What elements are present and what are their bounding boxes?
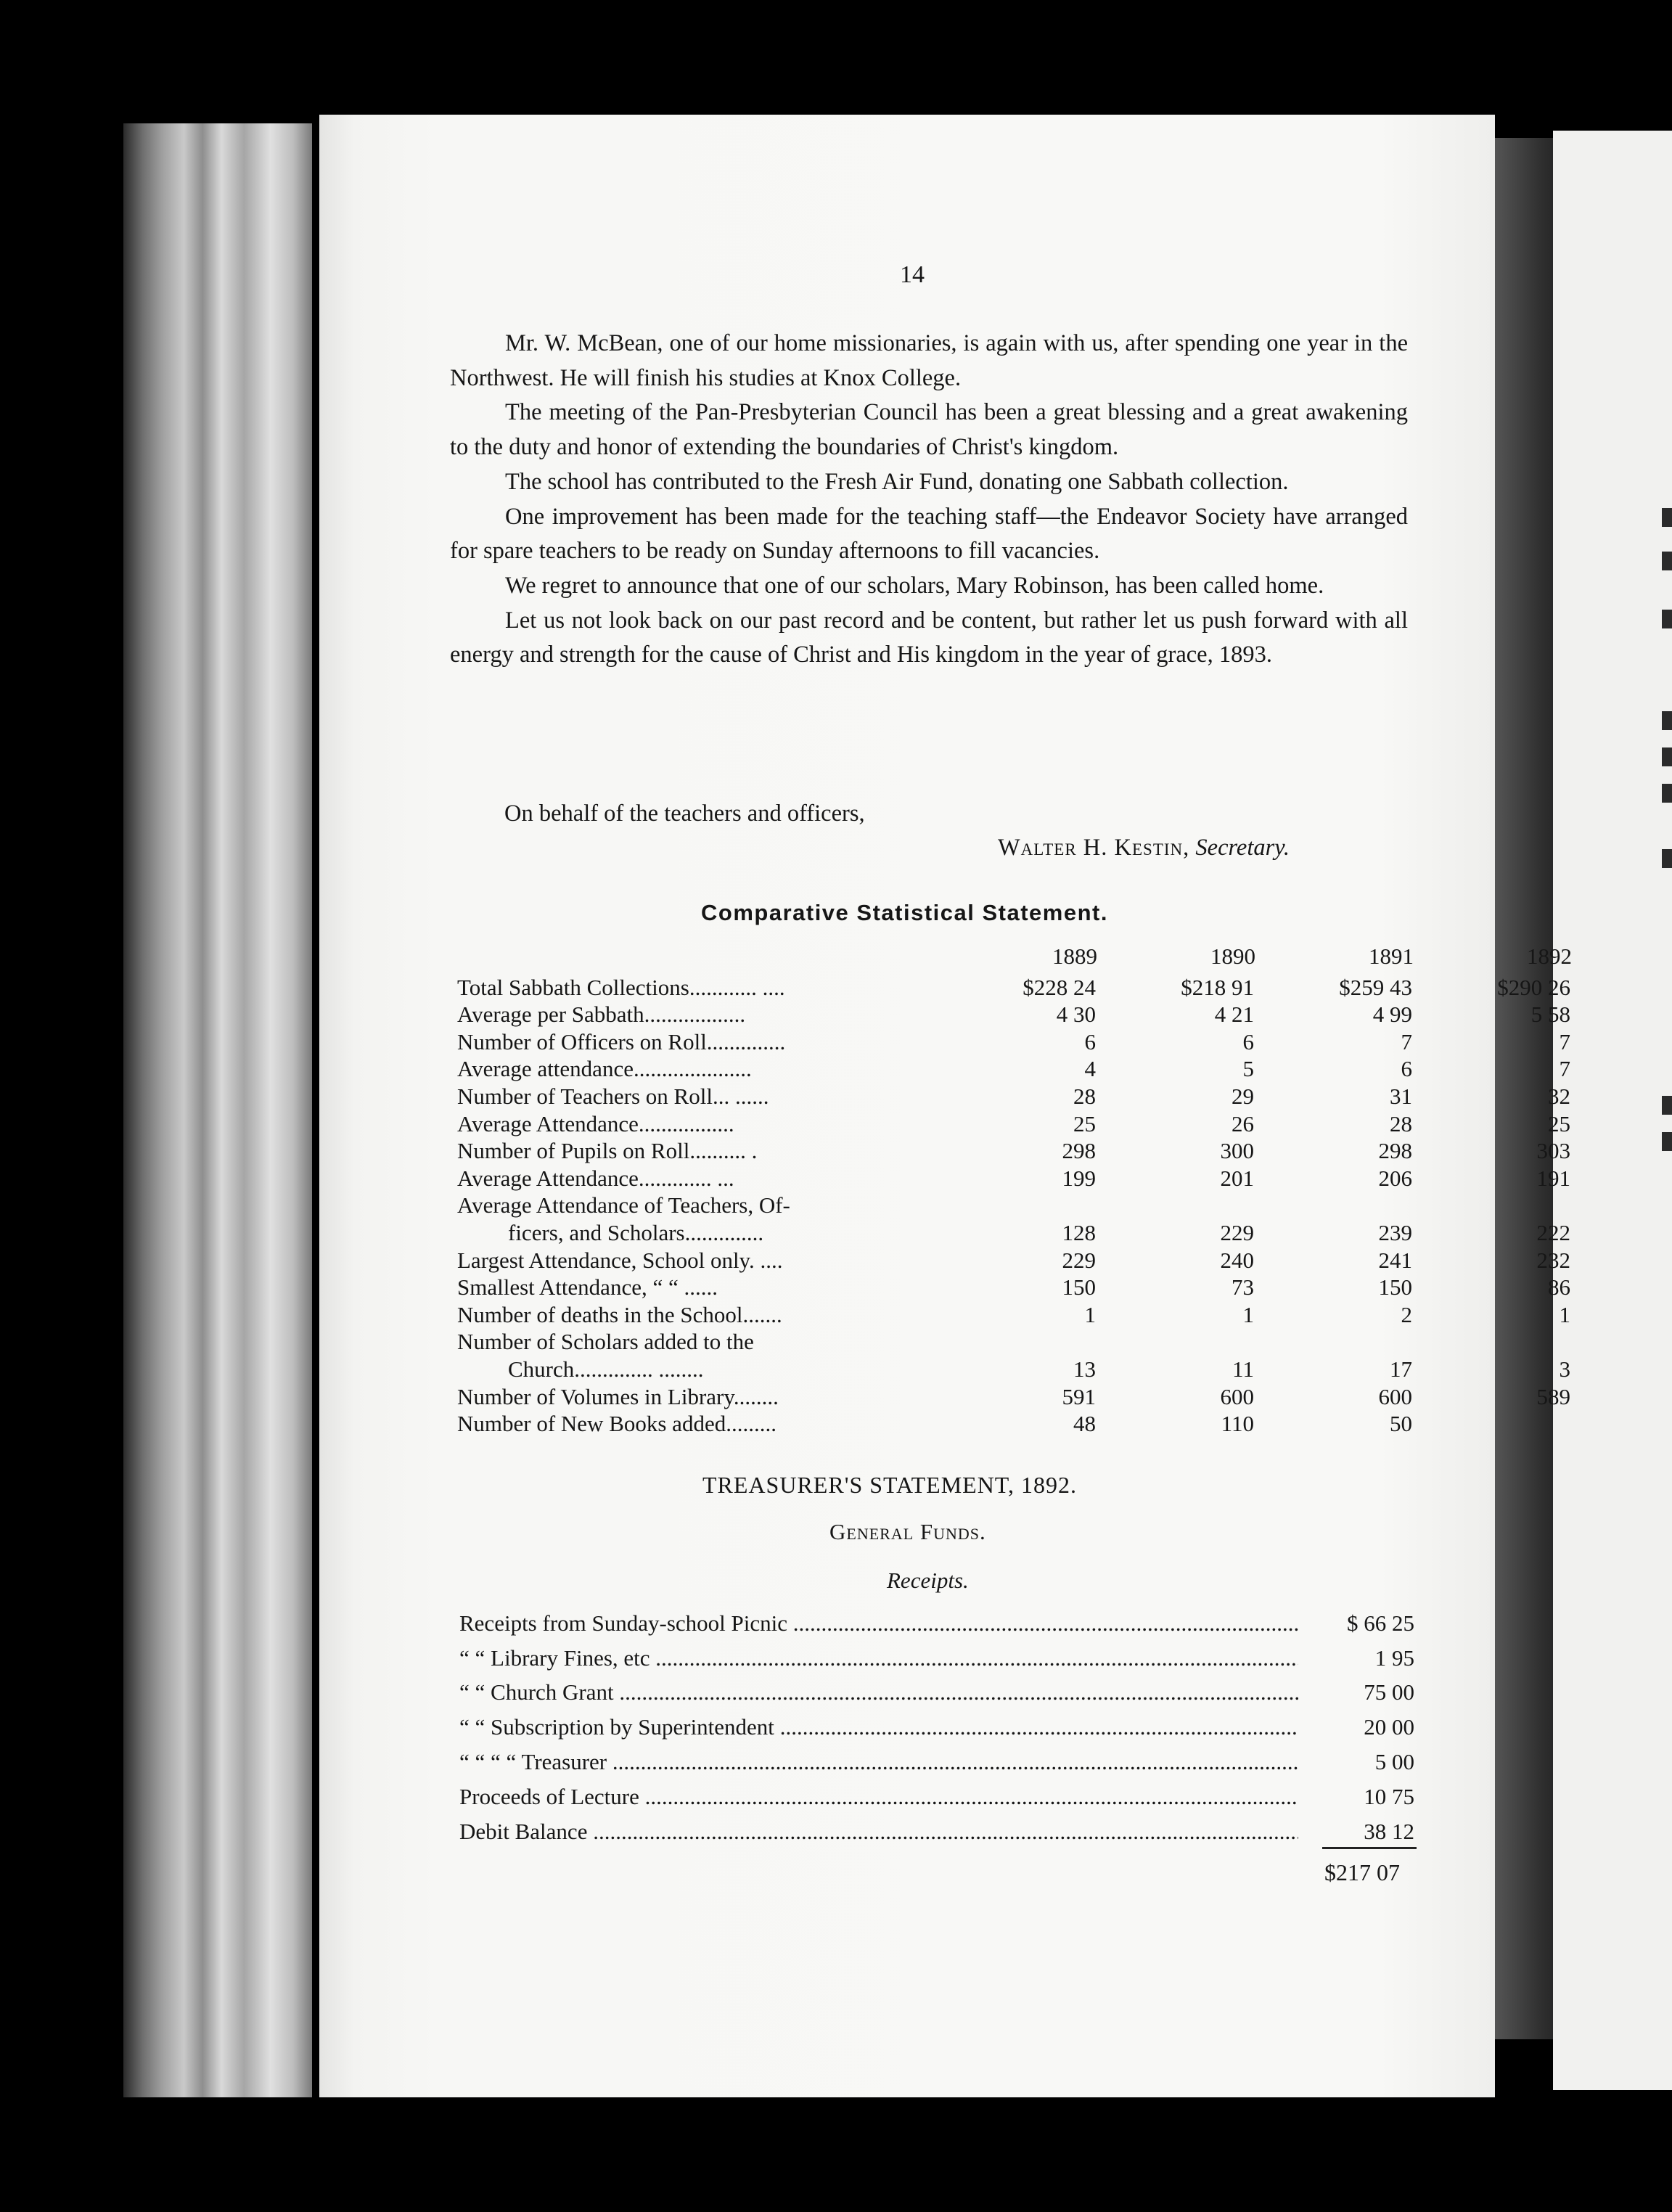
closing-line: On behalf of the teachers and officers, <box>504 800 865 827</box>
row-label: Number of Scholars added to the <box>457 1329 754 1355</box>
table-cell: 229 <box>1220 1219 1254 1245</box>
receipt-row <box>459 1740 1417 1775</box>
table-cell: 4 99 <box>1372 1001 1412 1028</box>
row-label: Average attendance..................... <box>457 1056 752 1082</box>
table-cell: 298 <box>1062 1138 1096 1164</box>
row-label: Number of Teachers on Roll... ...... <box>457 1083 769 1109</box>
year-header-row <box>457 940 1598 973</box>
table-row <box>457 1300 1598 1328</box>
signature-title: Secretary. <box>1195 835 1290 861</box>
table-cell: 4 21 <box>1214 1001 1254 1028</box>
table-row <box>457 1355 1598 1382</box>
page-number: 14 <box>900 261 925 288</box>
year-header: 1891 <box>1369 943 1414 969</box>
receipt-amount: 75 00 <box>1364 1679 1414 1705</box>
table-row <box>457 1218 1598 1246</box>
table-cell: 25 <box>1073 1110 1096 1136</box>
receipts-total: $217 07 <box>1324 1859 1400 1885</box>
row-label: Total Sabbath Collections............ .... <box>457 974 785 1000</box>
table-cell: $259 43 <box>1339 974 1412 1000</box>
paragraph: The meeting of the Pan-Presbyterian Council has been a great blessing and a great awakening to the duty and honor of extending the boundaries of Christ's kingdom. <box>450 399 1408 461</box>
receipt-row <box>459 1602 1417 1637</box>
receipt-row <box>459 1775 1417 1810</box>
receipt-label: Debit Balance ..... <box>459 1819 1298 1845</box>
receipt-row <box>459 1637 1417 1671</box>
table-row <box>457 973 1598 1001</box>
table-cell: 206 <box>1378 1165 1412 1191</box>
table-cell <box>965 1328 1123 1356</box>
receipts-list <box>459 1602 1417 1845</box>
year-header: 1892 <box>1527 943 1572 969</box>
table-cell: 4 <box>1084 1056 1096 1082</box>
receipt-amount: 20 00 <box>1364 1714 1414 1740</box>
table-cell: 303 <box>1536 1138 1570 1164</box>
table-row <box>457 1082 1598 1110</box>
table-cell: 229 <box>1062 1247 1096 1273</box>
receipt-label: “ “ Church Grant ..... <box>459 1679 1298 1705</box>
row-label: ficers, and Scholars.............. <box>508 1219 764 1245</box>
table-cell: 110 <box>1221 1411 1254 1437</box>
table-cell: 241 <box>1378 1247 1412 1273</box>
table-cell: 28 <box>1073 1083 1096 1109</box>
table-row <box>457 1274 1598 1301</box>
table-row <box>457 1137 1598 1165</box>
table-cell: 600 <box>1220 1383 1254 1409</box>
table-cell: 2 <box>1401 1301 1412 1327</box>
book-page-edges <box>123 123 312 2097</box>
table-row <box>457 1055 1598 1083</box>
comparative-statistics-table <box>457 940 1598 1437</box>
table-cell <box>1440 1328 1598 1356</box>
table-cell: 7 <box>1559 1028 1570 1054</box>
row-label: Number of New Books added......... <box>457 1411 776 1437</box>
receipt-label: “ “ Subscription by Superintendent ..... <box>459 1714 1298 1740</box>
table-cell: 5 58 <box>1530 1001 1570 1028</box>
receipts-heading: Receipts. <box>887 1568 969 1593</box>
table-cell: 4 30 <box>1056 1001 1096 1028</box>
year-header: 1889 <box>1052 943 1097 969</box>
receipt-amount: 5 00 <box>1374 1748 1414 1774</box>
table-cell: 199 <box>1062 1165 1096 1191</box>
table-row <box>457 1192 1598 1219</box>
table-row <box>457 1410 1598 1438</box>
table-cell: 201 <box>1220 1165 1254 1191</box>
body-text <box>450 327 1408 673</box>
table-row <box>457 1382 1598 1410</box>
table-cell: 191 <box>1536 1165 1570 1191</box>
table-cell: 48 <box>1073 1411 1096 1437</box>
table-cell <box>1440 1410 1598 1438</box>
table-cell: 298 <box>1378 1138 1412 1164</box>
total-rule <box>1322 1847 1417 1849</box>
row-label: Number of deaths in the School....... <box>457 1301 782 1327</box>
table-cell: 1 <box>1084 1301 1096 1327</box>
signature <box>998 835 1290 861</box>
table-row <box>457 1246 1598 1274</box>
table-cell: 6 <box>1084 1028 1096 1054</box>
table-cell: 150 <box>1378 1274 1412 1300</box>
table-row <box>457 1001 1598 1028</box>
table-cell: 1 <box>1242 1301 1254 1327</box>
receipt-amount: 38 12 <box>1364 1818 1414 1844</box>
row-label: Number of Officers on Roll.............. <box>457 1028 786 1054</box>
table-cell: 239 <box>1378 1219 1412 1245</box>
table-row <box>457 1328 1598 1356</box>
table-cell: $228 24 <box>1023 974 1096 1000</box>
table-cell: 29 <box>1232 1083 1254 1109</box>
table-cell: $290 26 <box>1497 974 1570 1000</box>
receipt-amount: $ 66 25 <box>1347 1610 1414 1636</box>
row-label: Church.............. ........ <box>508 1356 704 1382</box>
paragraph: The school has contributed to the Fresh Air Fund, donating one Sabbath collection. <box>505 468 1289 495</box>
paragraph: Mr. W. McBean, one of our home missionaries, is again with us, after spending one year in the Northwest. He will finish his studies at Knox College. <box>450 330 1408 391</box>
table-cell: $218 91 <box>1181 974 1254 1000</box>
row-label: Number of Volumes in Library........ <box>457 1383 779 1409</box>
table-row <box>457 1028 1598 1055</box>
table-cell: 32 <box>1548 1083 1570 1109</box>
paragraph: Let us not look back on our past record and be content, but rather let us push forward with all energy and strength for the cause of Christ and His kingdom in the year of grace, 1893. <box>450 607 1408 668</box>
table-cell <box>1282 1328 1440 1356</box>
paragraph: One improvement has been made for the teaching staff—the Endeavor Society have arranged for spare teachers to be ready on Sunday afternoons to fill vacancies. <box>450 503 1408 565</box>
table-cell <box>1123 1328 1282 1356</box>
row-label: Smallest Attendance, “ “ ...... <box>457 1274 718 1300</box>
row-label: Largest Attendance, School only. .... <box>457 1247 783 1273</box>
table-cell: 3 <box>1559 1356 1570 1382</box>
receipt-row <box>459 1705 1417 1740</box>
table-cell: 7 <box>1401 1028 1412 1054</box>
table-cell: 591 <box>1062 1383 1096 1409</box>
receipt-row <box>459 1810 1417 1845</box>
table-cell: 6 <box>1242 1028 1254 1054</box>
table-cell: 240 <box>1220 1247 1254 1273</box>
comparative-statement-title: Comparative Statistical Statement. <box>701 900 1108 925</box>
table-row <box>457 1164 1598 1192</box>
year-header: 1890 <box>1210 943 1255 969</box>
table-cell <box>965 1192 1123 1219</box>
row-label: Average Attendance of Teachers, Of- <box>457 1192 790 1218</box>
table-cell: 11 <box>1232 1356 1254 1382</box>
table-cell <box>1440 1192 1598 1219</box>
table-cell: 28 <box>1390 1110 1412 1136</box>
receipt-row <box>459 1671 1417 1706</box>
table-cell: 13 <box>1073 1356 1096 1382</box>
table-cell: 1 <box>1559 1301 1570 1327</box>
receipt-amount: 1 95 <box>1374 1644 1414 1671</box>
table-cell: 5 <box>1242 1056 1254 1082</box>
table-cell: 17 <box>1390 1356 1412 1382</box>
receipt-label: Receipts from Sunday-school Picnic ..... <box>459 1610 1298 1637</box>
table-cell: 25 <box>1548 1110 1570 1136</box>
table-cell: 222 <box>1536 1219 1570 1245</box>
general-funds-heading: General Funds. <box>829 1519 986 1544</box>
table-cell: 232 <box>1536 1247 1570 1273</box>
table-cell: 26 <box>1232 1110 1254 1136</box>
signature-name: Walter H. Kestin, <box>998 835 1190 861</box>
row-label: Average per Sabbath.................. <box>457 1001 746 1028</box>
table-cell: 300 <box>1220 1138 1254 1164</box>
receipt-amount: 10 75 <box>1364 1783 1414 1809</box>
table-cell: 73 <box>1232 1274 1254 1300</box>
row-label: Average Attendance................. <box>457 1110 734 1136</box>
receipt-label: “ “ Library Fines, etc ..... <box>459 1645 1298 1671</box>
table-cell: 86 <box>1548 1274 1570 1300</box>
receipt-label: Proceeds of Lecture ..... <box>459 1784 1298 1810</box>
table-cell: 7 <box>1559 1056 1570 1082</box>
table-row <box>457 1110 1598 1137</box>
table-cell <box>1282 1192 1440 1219</box>
paragraph: We regret to announce that one of our scholars, Mary Robinson, has been called home. <box>505 572 1324 599</box>
table-cell: 128 <box>1062 1219 1096 1245</box>
table-cell: 150 <box>1062 1274 1096 1300</box>
table-cell: 31 <box>1390 1083 1412 1109</box>
table-cell: 589 <box>1536 1383 1570 1409</box>
row-label: Number of Pupils on Roll.......... . <box>457 1138 758 1164</box>
table-cell: 6 <box>1401 1056 1412 1082</box>
row-label: Average Attendance............. ... <box>457 1165 734 1191</box>
table-cell: 600 <box>1378 1383 1412 1409</box>
table-cell: 50 <box>1390 1411 1412 1437</box>
table-cell <box>1123 1192 1282 1219</box>
treasurer-statement-title: TREASURER'S STATEMENT, 1892. <box>702 1472 1077 1498</box>
receipt-label: “ “ “ “ Treasurer ..... <box>459 1749 1298 1775</box>
